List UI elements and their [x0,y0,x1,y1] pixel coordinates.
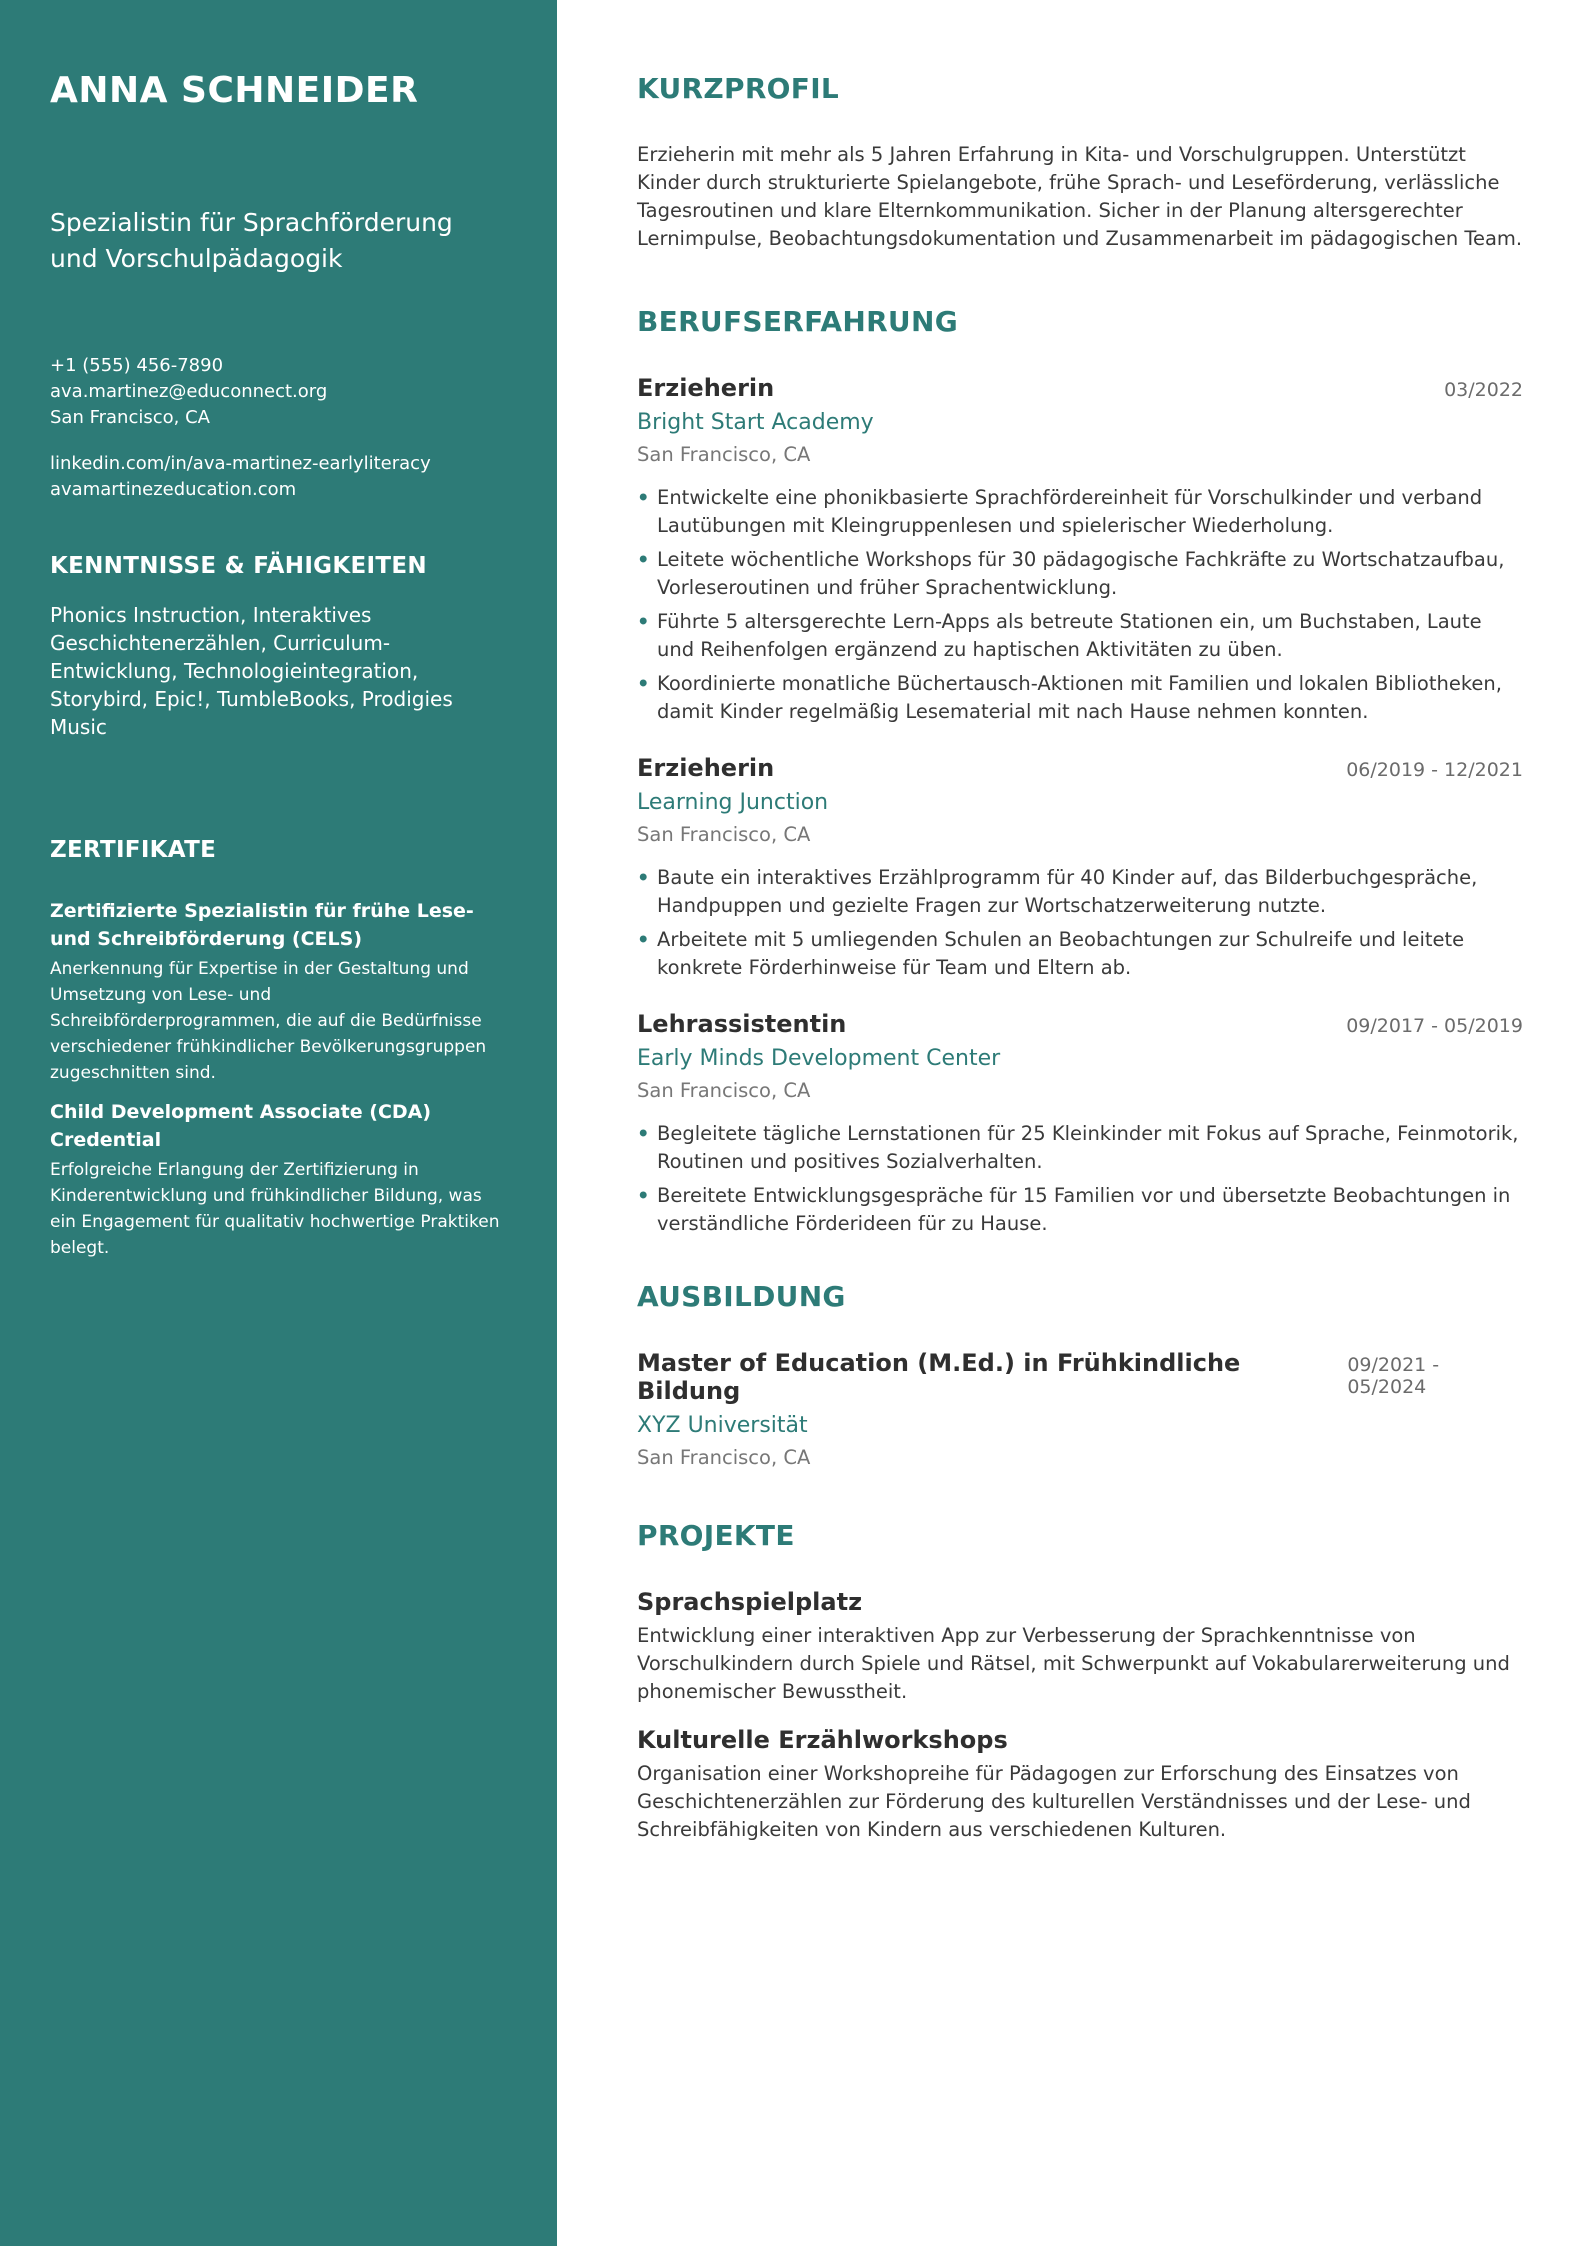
project-title: Kulturelle Erzählworkshops [637,1726,1008,1754]
certificate-description: Anerkennung für Expertise in der Gestaltung und Umsetzung von Lese- und Schreibförderprogrammen, die auf die Bedürfnisse verschiedener frühkindlicher Bevölkerungsgruppen zugeschnitten sind. [50,959,487,1083]
job-title: Erzieherin [637,374,775,402]
candidate-name: ANNA SCHNEIDER [50,70,419,111]
job-bullet: • Entwickelte eine phonikbasierte Sprachfördereinheit für Vorschulkinder und verband Lautübungen mit Kleingruppenlesen und spielerischer Wiederholung. [637,484,1523,540]
education-date: 09/2021 - 05/2024 [1347,1354,1440,1398]
certificate-item [50,1098,507,1261]
main-content [557,0,1588,2246]
certificates-heading: ZERTIFIKATE [50,837,217,863]
job-bullets [637,864,1523,982]
linkedin-link[interactable]: linkedin.com/in/ava-martinez-earlyliteracy [50,453,431,474]
job-bullets [637,1120,1523,1238]
education-location: San Francisco, CA [637,1446,811,1469]
job-company: Learning Junction [637,790,829,815]
job-title: Erzieherin [637,754,775,782]
website-link[interactable]: avamartinezeducation.com [50,479,297,500]
job-location: San Francisco, CA [637,1079,811,1102]
certificate-title: Child Development Associate (CDA) Credential [50,1101,432,1151]
job-location: San Francisco, CA [637,823,811,846]
project-description: Organisation einer Workshopreihe für Pädagogen zur Erforschung des Einsatzes von Geschichtenerzählen zur Förderung des kulturellen Verständnisses und der Lese- und Schreibfähigkeiten von Kindern aus verschiedenen Kulturen. [637,1762,1471,1841]
job-company: Early Minds Development Center [637,1046,1001,1071]
job-date: 06/2019 - 12/2021 [1346,759,1523,781]
job-bullet: • Arbeitete mit 5 umliegenden Schulen an Beobachtungen zur Schulreife und leitete konkrete Förderhinweise für Team und Eltern ab. [637,926,1523,982]
job-bullet: • Leitete wöchentliche Workshops für 30 pädagogische Fachkräfte zu Wortschatzaufbau, Vorleseroutinen und früher Sprachentwicklung. [637,546,1523,602]
skills-heading: KENNTNISSE & FÄHIGKEITEN [50,553,427,579]
sidebar [0,0,557,2246]
certificate-item [50,897,507,1086]
job-bullet: • Koordinierte monatliche Büchertausch-Aktionen mit Familien und lokalen Bibliotheken, damit Kinder regelmäßig Lesematerial mit nach Hause nehmen konnten. [637,670,1523,726]
job-bullet: • Baute ein interaktives Erzählprogramm für 40 Kinder auf, das Bilderbuchgespräche, Handpuppen und gezielte Fragen zur Wortschatzerweiterung nutzte. [637,864,1523,920]
summary-text: Erzieherin mit mehr als 5 Jahren Erfahrung in Kita- und Vorschulgruppen. Unterstützt Kinder durch strukturierte Spielangebote, frühe Sprach- und Leseförderung, verlässliche Tagesroutinen und klare Elternkommunikation. Sicher in der Planung altersgerechter Lernimpulse, Beobachtungsdokumentation und Zusammenarbeit im pädagogischen Team. [637,143,1523,250]
certificate-description: Erfolgreiche Erlangung der Zertifizierung in Kinderentwicklung und frühkindlicher Bildung, was ein Engagement für qualitativ hochwertige Praktiken belegt. [50,1160,500,1258]
projects-list [637,1588,1523,1844]
experience-heading: BERUFSERFAHRUNG [637,305,958,338]
job-bullet: • Bereitete Entwicklungsgespräche für 15 Familien vor und übersetzte Beobachtungen in verständliche Förderideen für zu Hause. [637,1182,1523,1238]
project-item [637,1726,1523,1844]
contact-block [50,353,507,503]
contact-phone: +1 (555) 456-7890 [50,355,224,376]
job-bullet: • Führte 5 altersgerechte Lern-Apps als betreute Stationen ein, um Buchstaben, Laute und Reihenfolgen ergänzend zu haptischen Aktivitäten zu üben. [637,608,1523,664]
project-description: Entwicklung einer interaktiven App zur Verbesserung der Sprachkenntnisse von Vorschulkindern durch Spiele und Rätsel, mit Schwerpunkt auf Vokabularerweiterung und phonemischer Bewusstheit. [637,1624,1510,1703]
education-heading: AUSBILDUNG [637,1280,846,1313]
job-location: San Francisco, CA [637,443,811,466]
job-bullets [637,484,1523,726]
contact-links [50,451,507,503]
contact-location: San Francisco, CA [50,407,210,428]
education-entry [637,1349,1523,1469]
job-title: Lehrassistentin [637,1010,847,1038]
experience-list [637,374,1523,1238]
job-entry [637,374,1523,726]
projects-heading: PROJEKTE [637,1519,795,1552]
education-degree: Master of Education (M.Ed.) in Frühkindliche Bildung [637,1349,1241,1405]
certificate-title: Zertifizierte Spezialistin für frühe Lese- und Schreibförderung (CELS) [50,900,474,950]
job-date: 03/2022 [1444,379,1523,401]
summary-heading: KURZPROFIL [637,72,840,105]
job-entry [637,754,1523,982]
education-school: XYZ Universität [637,1413,808,1438]
contact-email[interactable]: ava.martinez@educonnect.org [50,381,328,402]
project-title: Sprachspielplatz [637,1588,863,1616]
certificates-list [50,897,507,1261]
skills-text: Phonics Instruction, Interaktives Geschichtenerzählen, Curriculum-Entwicklung, Technologieintegration, Storybird, Epic!, TumbleBooks, Prodigies Music [50,603,453,739]
job-entry [637,1010,1523,1238]
job-bullet: • Begleitete tägliche Lernstationen für 25 Kleinkinder mit Fokus auf Sprache, Feinmotorik, Routinen und positives Sozialverhalten. [637,1120,1523,1176]
job-date: 09/2017 - 05/2019 [1346,1015,1523,1037]
candidate-tagline: Spezialistin für Sprachförderung und Vorschulpädagogik [50,208,453,273]
job-company: Bright Start Academy [637,410,874,435]
project-item [637,1588,1523,1706]
